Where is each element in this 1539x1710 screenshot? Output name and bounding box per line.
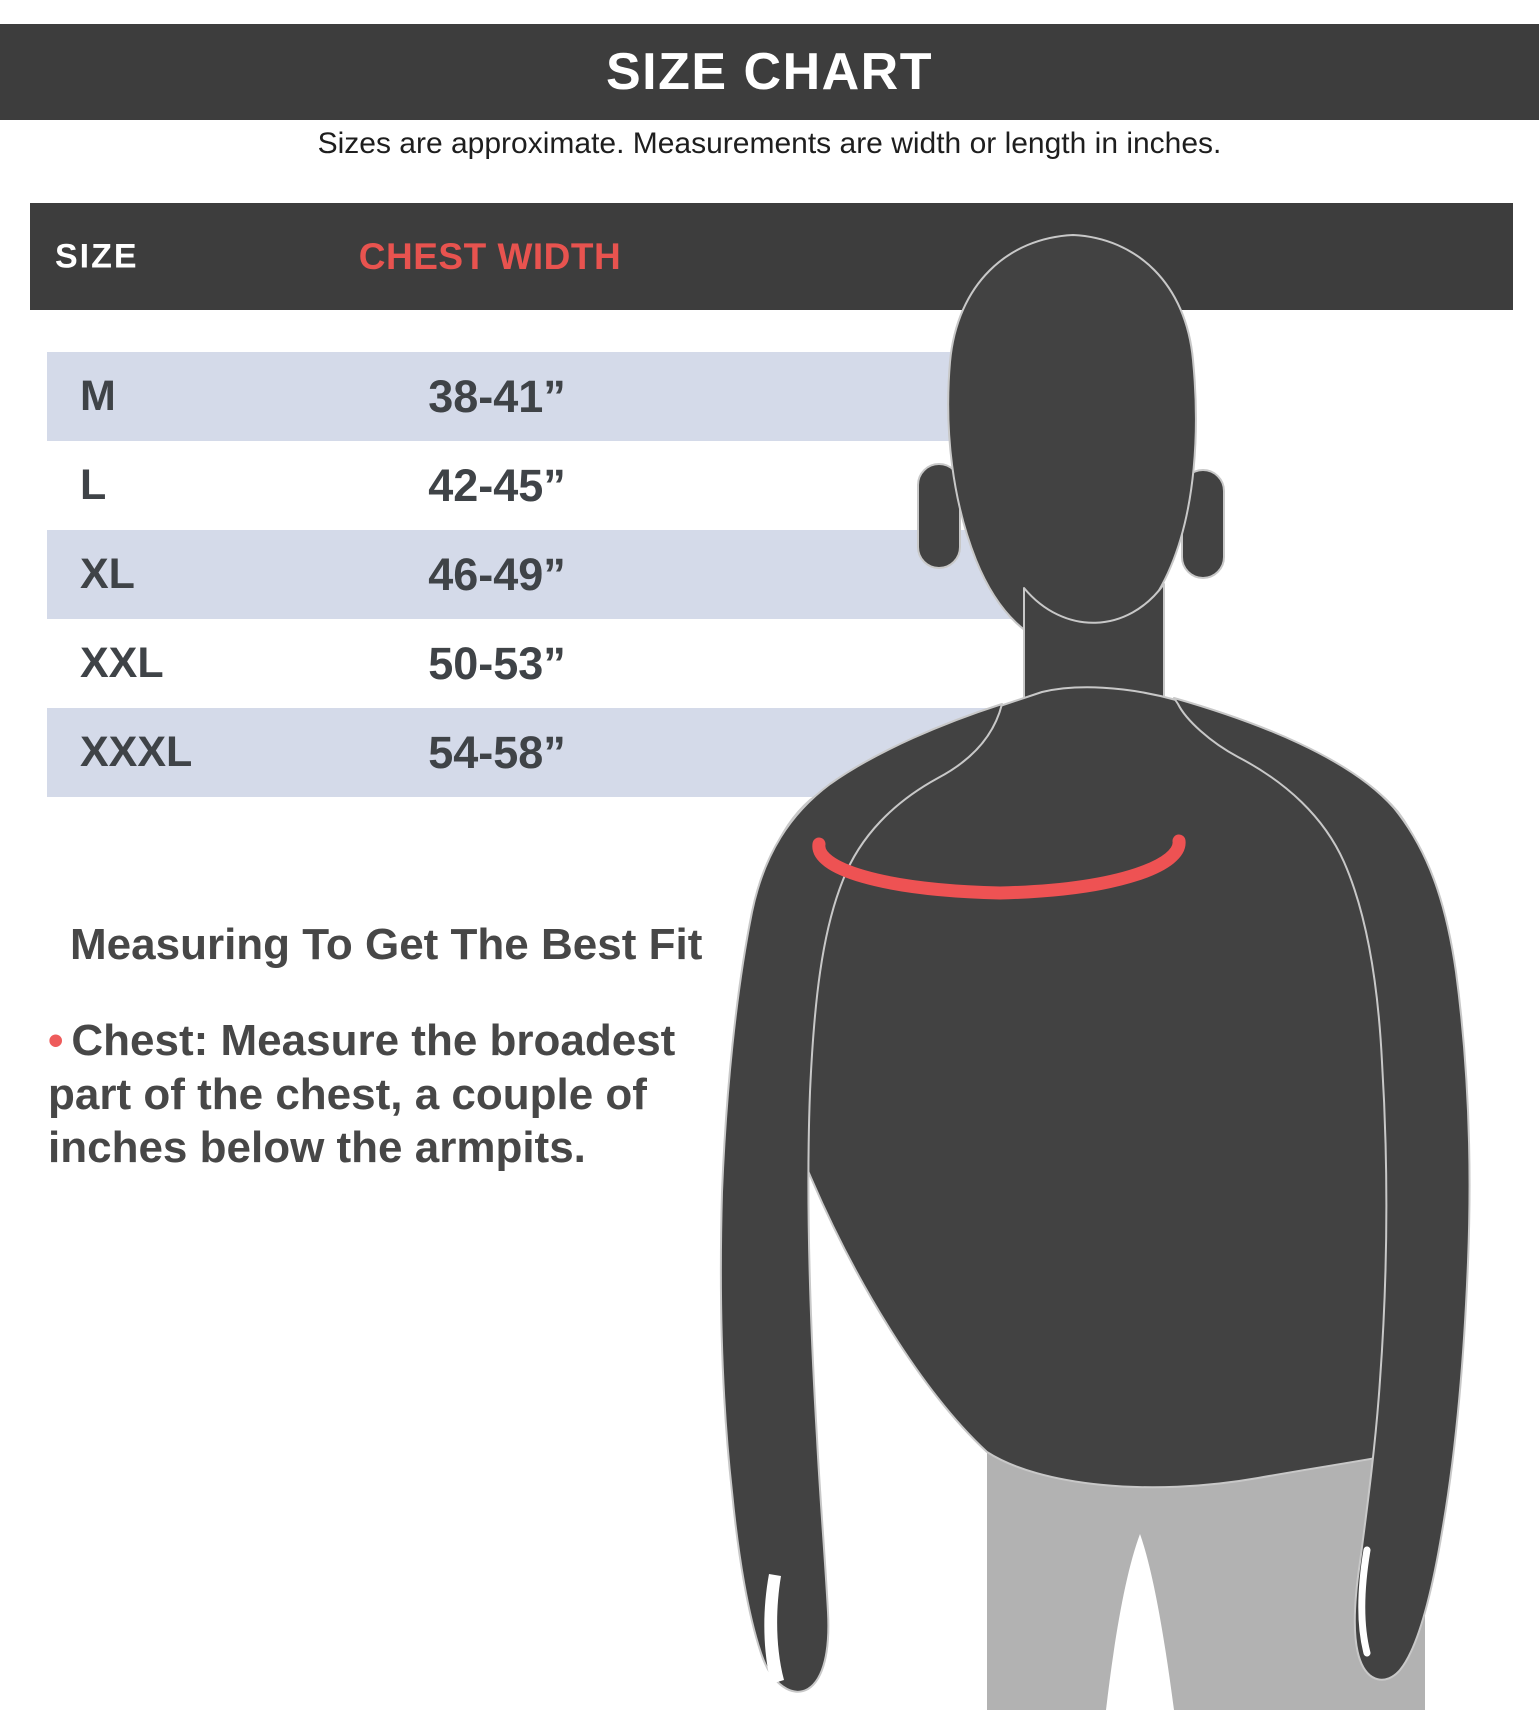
size-label: L <box>80 461 107 509</box>
table-header-row <box>30 203 1513 310</box>
chest-width-value: 54-58” <box>428 726 566 778</box>
size-label: XXXL <box>80 728 193 776</box>
chest-width-value: 50-53” <box>428 637 566 689</box>
right-arm-shape <box>1174 698 1470 1680</box>
column-header-chest-width: CHEST WIDTH <box>358 235 622 277</box>
size-table-body <box>47 352 1100 797</box>
column-header-size: SIZE <box>55 237 139 275</box>
chest-width-value: 38-41” <box>428 370 566 422</box>
measuring-paragraph <box>48 1014 768 1175</box>
left-arm-shape <box>721 704 1002 1692</box>
table-row <box>47 352 1100 441</box>
left-thumb-notch <box>764 1574 784 1684</box>
chest-measure-arc <box>819 841 1179 893</box>
size-label: M <box>80 372 116 420</box>
right-ear-shape <box>1182 470 1224 578</box>
size-label: XXL <box>80 639 164 687</box>
measuring-heading: Measuring To Get The Best Fit <box>70 920 703 969</box>
page-title: SIZE CHART <box>606 43 933 101</box>
chest-width-value: 42-45” <box>428 459 566 511</box>
measuring-instructions <box>48 920 768 1175</box>
measuring-line: inches below the armpits. <box>48 1123 586 1173</box>
table-row <box>47 441 1100 530</box>
table-row <box>47 619 1100 708</box>
right-thumb-crease <box>1362 1550 1367 1653</box>
bullet-dot-icon: • <box>48 1016 64 1065</box>
pants-shape <box>987 1432 1425 1710</box>
torso-shape <box>757 687 1442 1487</box>
measuring-line: Chest: Measure the broadest <box>71 1016 676 1065</box>
table-row <box>47 530 1100 619</box>
subtitle-text: Sizes are approximate. Measurements are width or length in inches. <box>317 127 1222 160</box>
size-label: XL <box>80 550 135 598</box>
table-row <box>47 708 1100 797</box>
measuring-line: part of the chest, a couple of <box>48 1069 647 1119</box>
size-chart-title-bar <box>0 24 1539 120</box>
chest-width-value: 46-49” <box>428 548 566 600</box>
